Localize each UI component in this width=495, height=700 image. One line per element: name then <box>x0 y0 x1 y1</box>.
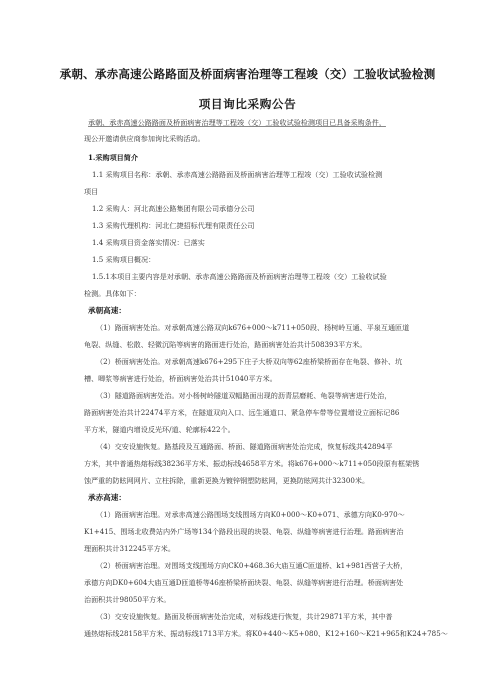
item-1-2: 1.2 采购人：河北高速公路集团有限公司承德分公司 <box>92 204 255 213</box>
item-1-5-1-line-2: 检测。具体如下： <box>84 289 141 298</box>
item-1-5-1-line-1: 1.5.1本项目主要内容是对承朝、承赤高速公路路面及桥面病害治理等工程竣（交）工验收试验 <box>92 272 387 281</box>
chengchao-p1-line-1: （1）路面病害处治。对承朝高速公路双向k676+000～k711+050段、杨树岭互通、平泉互通匝道 <box>96 323 410 332</box>
chengchao-p3-line-2: 路面病害处治共计22474平方米，在隧道双向入口、远生通道口、紧急停车带等位置增设立面标记86 <box>84 408 400 417</box>
chengchi-p1-line-3: 理面积共计312245平方米。 <box>84 544 175 553</box>
item-1-4: 1.4 采购项目资金落实情况：已落实 <box>92 238 205 247</box>
chengchao-p3-line-3: 平方米，隧道内增设反光环/道、轮廓标422个。 <box>84 425 235 434</box>
chengchao-p1-line-2: 龟裂、纵缝、松散、轻微沉陷等病害的路面进行处治，路面病害处治共计508393平方米。 <box>84 340 367 349</box>
intro-line-2: 现公开邀请供应商参加询比采购活动。 <box>84 134 205 143</box>
chengchao-p2-line-1: （2）桥面病害处治。对承朝高速k676+295下庄子大桥双向等62座桥梁桥面存在龟裂、修补、坑 <box>96 357 403 366</box>
item-1-5: 1.5 采购项目概况： <box>92 255 156 264</box>
chengchao-p3-line-1: （3）隧道路面病害处治。对小杨树岭隧道双幅路面出现的沥青层磨耗、龟裂等病害进行处治， <box>96 391 392 400</box>
chengchao-p4-line-3: 蚀严重的防眩网网片、立柱拆除，重新更换为镀锌钢塑防眩网，更换防眩网共计32300米。 <box>84 476 370 485</box>
item-1-1-line-2: 项目 <box>84 187 99 196</box>
document-title-line-1: 承朝、承赤高速公路路面及桥面病害治理等工程竣（交）工验收试验检测 <box>59 67 436 81</box>
chengchi-p1-line-2: K1+415、围场北收费站内外广场等134个路段出现的块裂、龟裂、纵缝等病害进行治理。路面病害治 <box>84 527 404 536</box>
chengchi-p2-line-3: 治面积共计98050平方米。 <box>84 595 171 604</box>
chengchi-heading: 承赤高速： <box>88 493 126 502</box>
chengchao-heading: 承朝高速： <box>88 306 126 315</box>
chengchao-p4-line-1: （4）交安设施恢复。路基段及互通路面、桥面、隧道路面病害处治完成，恢复标线共42894平 <box>96 442 393 451</box>
chengchao-p2-line-2: 槽、唧浆等病害进行处治，桥面病害处治共计51040平方米。 <box>84 374 277 383</box>
item-1-1-line-1: 1.1 采购项目名称：承朝、承赤高速公路路面及桥面病害治理等工程竣（交）工验收试验检测 <box>92 170 383 179</box>
chengchao-p4-line-2: 方米，其中普通热熔标线38236平方米、振动标线4658平方米。将k676+000～k711+050段原有框架锈 <box>84 459 420 468</box>
chengchi-p1-line-1: （1）路面病害治理。对承赤高速公路围场支线围场方向K0+000～K0+071、承德方向K0-970～ <box>96 510 405 519</box>
section-heading-1: 1.采购项目简介 <box>88 153 138 162</box>
document-title-line-2: 项目询比采购公告 <box>198 97 297 111</box>
chengchi-p2-line-2: 承德方向DK0+604大庙互通D匝道桥等46座桥梁桥面块裂、龟裂、纵缝等病害进行治理。桥面病害处 <box>84 578 404 587</box>
chengchi-p2-line-1: （2）桥面病害治理。对围场支线围场方向CK0+468.36大庙互通C匝道桥、k1+981西营子大桥， <box>96 561 408 570</box>
intro-line-1: 承朝、承赤高速公路路面及桥面病害治理等工程竣（交）工验收试验检测项目已具备采购条件， <box>88 118 386 127</box>
item-1-3: 1.3 采购代理机构：河北仁捷招标代理有限责任公司 <box>92 221 255 230</box>
chengchi-p3-line-1: （3）交安设施恢复。路面及桥面病害处治完成，对标线进行恢复，共计29871平方米，其中普 <box>96 612 393 621</box>
chengchi-p3-line-2: 通热熔标线28158平方米、振动标线1713平方米。将K0+440～K5+080、K12+160～K21+965和K24+785～ <box>84 629 448 638</box>
